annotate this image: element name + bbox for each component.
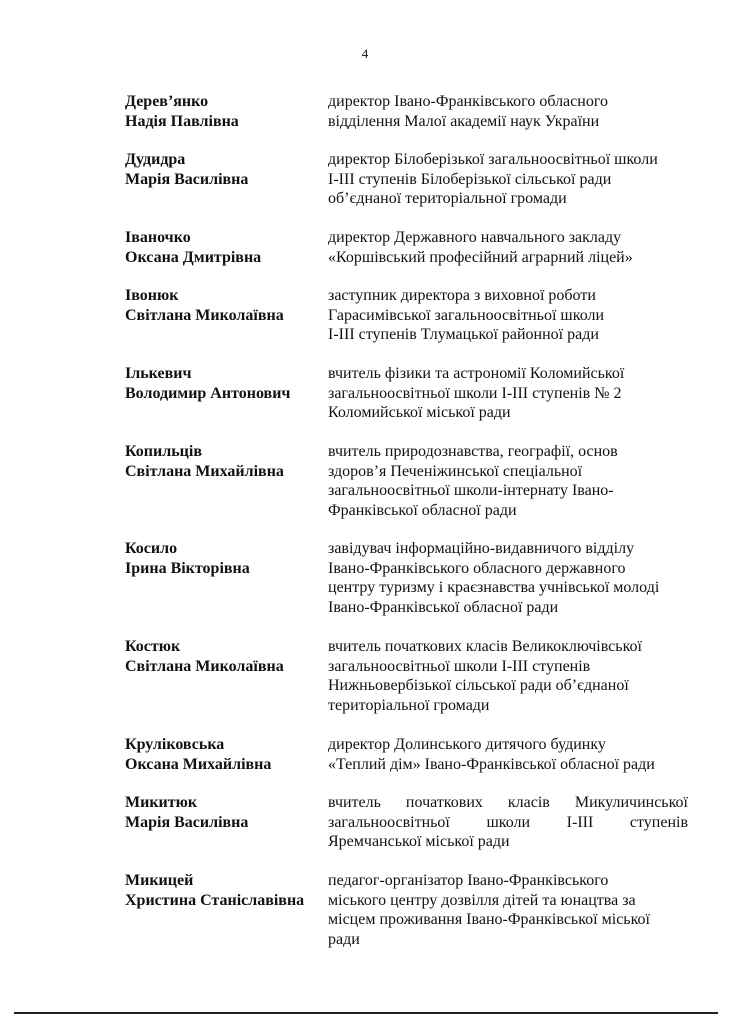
- surname: Івонюк: [125, 287, 179, 304]
- position-line: здоров’я Печеніжинської спеціальної: [328, 462, 583, 480]
- list-item: [125, 637, 690, 735]
- given-names: Володимир Антонович: [125, 384, 291, 402]
- list-item: [125, 871, 690, 951]
- surname: Копильців: [125, 443, 202, 460]
- position-line: Яремчанської міської ради: [328, 833, 510, 850]
- list-item: [125, 735, 690, 793]
- position-line: директор Івано-Франківського обласного: [328, 93, 608, 110]
- given-names: Оксана Дмитрівна: [125, 248, 262, 266]
- job-position: [328, 637, 688, 735]
- given-names: Світлана Миколаївна: [125, 306, 284, 324]
- position-line: вчитель фізики та астрономії Коломийської: [328, 365, 625, 382]
- job-position: [328, 364, 688, 442]
- given-names: Оксана Михайлівна: [125, 755, 272, 773]
- job-position: [328, 442, 688, 539]
- position-line: ради: [328, 930, 360, 948]
- person-name: [125, 871, 328, 951]
- list-item: [125, 793, 690, 871]
- position-line: педагог-організатор Івано-Франківського: [328, 872, 609, 889]
- page-number: 4: [361, 46, 369, 61]
- position-line: загальноосвітньої школи-інтернату Івано-: [328, 482, 614, 499]
- person-name: [125, 637, 328, 735]
- position-line: Коломийської міської ради: [328, 404, 511, 421]
- list-item: [125, 286, 690, 364]
- position-line: об’єднаної територіальної громади: [328, 190, 567, 207]
- job-position: [328, 793, 688, 871]
- given-names: Марія Василівна: [125, 813, 249, 831]
- list-item: [125, 442, 690, 539]
- list-item: [125, 228, 690, 286]
- position-line: загальноосвітньої школи І-ІІІ ступенів: [328, 657, 591, 675]
- position-line: «Коршівський професійний аграрний ліцей»: [328, 248, 633, 266]
- job-position: [328, 150, 688, 228]
- position-line: вчитель початкових класів Микуличинської: [328, 794, 688, 811]
- job-position: [328, 92, 688, 150]
- job-position: [328, 735, 688, 793]
- list-item: [125, 539, 690, 637]
- position-line: центру туризму і краєзнавства учнівської молоді: [328, 579, 660, 596]
- surname: Косило: [125, 540, 178, 557]
- position-line: місцем проживання Івано-Франківської міської: [328, 911, 650, 928]
- person-name: [125, 228, 328, 286]
- given-names: Христина Станіславівна: [125, 891, 305, 909]
- job-position: [328, 286, 688, 364]
- person-name: [125, 793, 328, 871]
- personnel-list: [125, 92, 690, 951]
- given-names: Світлана Михайлівна: [125, 462, 284, 480]
- job-position: [328, 228, 688, 286]
- surname: Дерев’янко: [125, 93, 209, 110]
- position-line: загальноосвітньої школи І-ІІІ ступенів № 2: [328, 384, 622, 402]
- position-line: Івано-Франківської обласної ради: [328, 598, 559, 616]
- given-names: Марія Василівна: [125, 170, 249, 188]
- list-item: [125, 364, 690, 442]
- list-item: [125, 150, 690, 228]
- position-line: вчитель природознавства, географії, основ: [328, 443, 618, 460]
- surname: Микитюк: [125, 794, 198, 811]
- position-line: Івано-Франківського обласного державного: [328, 559, 626, 577]
- job-position: [328, 539, 688, 637]
- page-bottom-rule: [14, 1012, 718, 1014]
- position-line: міського центру дозвілля дітей та юнацтва за: [328, 891, 636, 909]
- surname: Круліковська: [125, 736, 225, 753]
- position-line: Франківської обласної ради: [328, 501, 517, 519]
- position-line: І-ІІІ ступенів Білоберізької сільської ради: [328, 170, 612, 188]
- surname: Ількевич: [125, 365, 192, 382]
- given-names: Світлана Миколаївна: [125, 657, 284, 675]
- position-line: заступник директора з виховної роботи: [328, 287, 596, 304]
- position-line: Гарасимівської загальноосвітньої школи: [328, 306, 605, 324]
- person-name: [125, 150, 328, 228]
- surname: Костюк: [125, 638, 181, 655]
- position-line: І-ІІІ ступенів Тлумацької районної ради: [328, 326, 599, 343]
- position-line: Нижньовербізької сільської ради об’єднаної: [328, 677, 629, 694]
- person-name: [125, 539, 328, 637]
- position-line: завідувач інформаційно-видавничого відділу: [328, 540, 635, 557]
- given-names: Ірина Вікторівна: [125, 559, 250, 577]
- person-name: [125, 442, 328, 539]
- position-line: «Теплий дім» Івано-Франківської обласної ради: [328, 755, 655, 773]
- given-names: Надія Павлівна: [125, 112, 239, 130]
- position-line: директор Державного навчального закладу: [328, 229, 622, 246]
- person-name: [125, 364, 328, 442]
- job-position: [328, 871, 688, 951]
- surname: Микицей: [125, 872, 194, 889]
- surname: Дудидра: [125, 151, 186, 168]
- surname: Іваночко: [125, 229, 191, 246]
- position-line: директор Білоберізької загальноосвітньої школи: [328, 151, 658, 168]
- person-name: [125, 735, 328, 793]
- position-line: вчитель початкових класів Великоключівської: [328, 638, 642, 655]
- position-line: відділення Малої академії наук України: [328, 112, 600, 130]
- list-item: [125, 92, 690, 150]
- person-name: [125, 92, 328, 150]
- position-line: загальноосвітньої школи І-ІІІ ступенів: [328, 813, 688, 831]
- position-line: директор Долинського дитячого будинку: [328, 736, 606, 753]
- person-name: [125, 286, 328, 364]
- position-line: територіальної громади: [328, 696, 490, 714]
